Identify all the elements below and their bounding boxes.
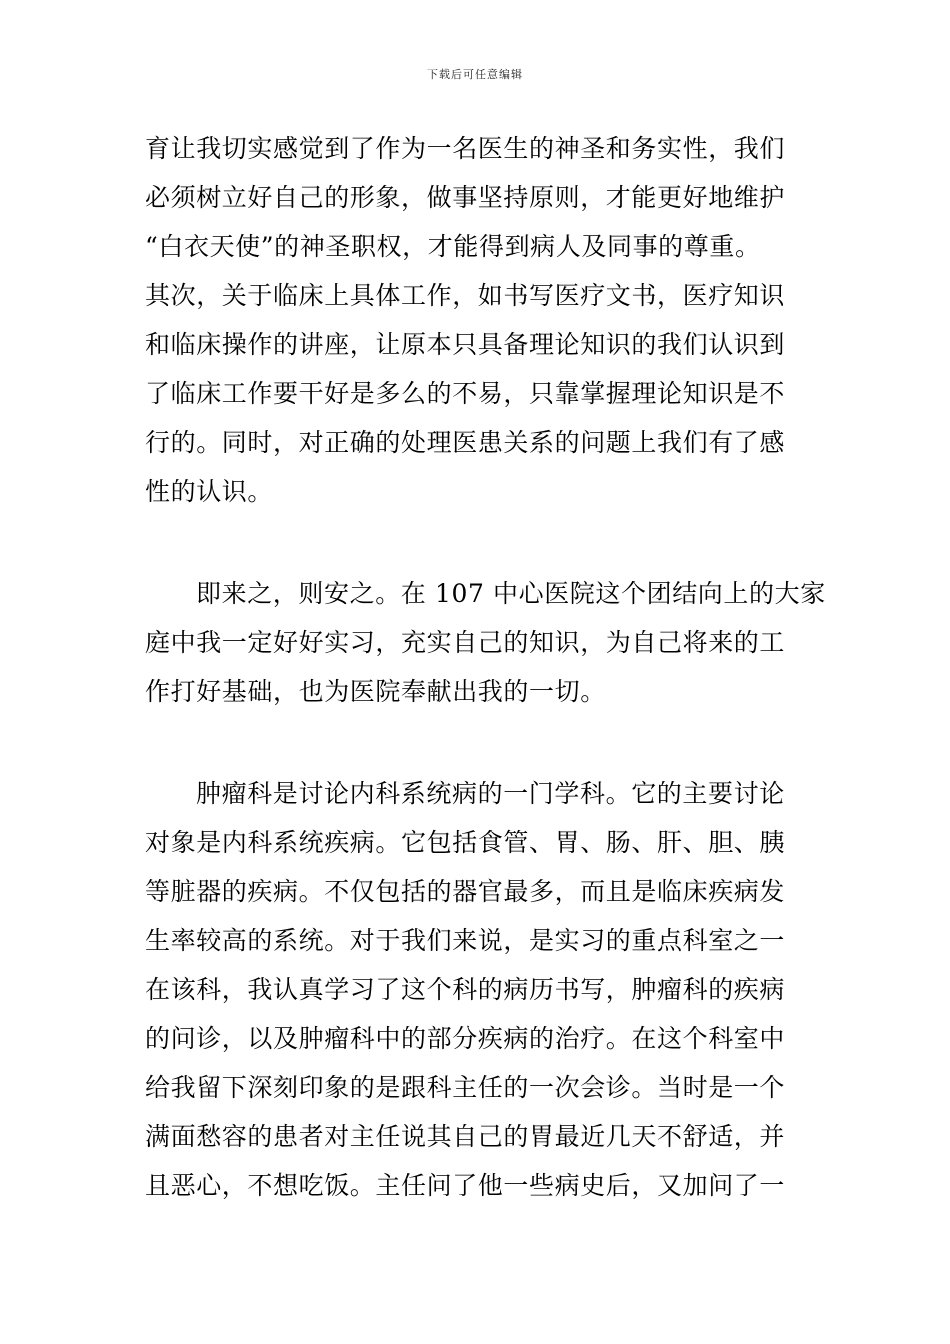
page-header-note: 下载后可任意编辑 <box>427 68 523 81</box>
text-line: 给我留下深刻印象的是跟科主任的一次会诊。当时是一个 <box>145 1073 786 1102</box>
document-body <box>145 124 826 1259</box>
paragraph-2 <box>145 569 826 716</box>
text-line: 的问诊，以及肿瘤科中的部分疾病的治疗。在这个科室中 <box>145 1024 786 1053</box>
text-line: “白衣天使”的神圣职权，才能得到病人及同事的尊重。 <box>145 232 761 261</box>
text-line: 对象是内科系统疾病。它包括食管、胃、肠、肝、胆、胰 <box>145 828 786 857</box>
text-line: 即来之，则安之。在 107 中心医院这个团结向上的大家 <box>196 579 826 608</box>
text-line: 等脏器的疾病。不仅包括的器官最多，而且是临床疾病发 <box>145 877 786 906</box>
text-line: 且恶心，不想吃饭。主任问了他一些病史后，又加问了一 <box>145 1171 786 1200</box>
text-line: 和临床操作的讲座，让原本只具备理论知识的我们认识到 <box>145 330 786 359</box>
text-line: 在该科，我认真学习了这个科的病历书写，肿瘤科的疾病 <box>145 975 786 1004</box>
text-line: 肿瘤科是讨论内科系统病的一门学科。它的主要讨论 <box>196 779 785 808</box>
text-line: 了临床工作要干好是多么的不易，只靠掌握理论知识是不 <box>145 379 786 408</box>
text-line: 其次，关于临床上具体工作，如书写医疗文书，医疗知识 <box>145 281 786 310</box>
text-line <box>145 1210 810 1259</box>
text-line: 庭中我一定好好实习，充实自己的知识，为自己将来的工 <box>145 628 786 657</box>
paragraph-gap <box>145 716 810 769</box>
text-line: 行的。同时，对正确的处理医患关系的问题上我们有了感 <box>145 428 786 457</box>
text-line: 满面愁容的患者对主任说其自己的胃最近几天不舒适，并 <box>145 1122 786 1151</box>
text-line: 必须树立好自己的形象，做事坚持原则，才能更好地维护 <box>145 183 786 212</box>
paragraph-1 <box>145 124 810 516</box>
text-line: 育让我切实感觉到了作为一名医生的神圣和务实性，我们 <box>145 134 786 163</box>
paragraph-3 <box>145 769 810 1259</box>
text-line: 作打好基础，也为医院奉献出我的一切。 <box>145 677 606 706</box>
text-line: 性的认识。 <box>145 477 274 506</box>
text-line: 生率较高的系统。对于我们来说，是实习的重点科室之一 <box>145 926 786 955</box>
paragraph-gap <box>145 516 810 569</box>
